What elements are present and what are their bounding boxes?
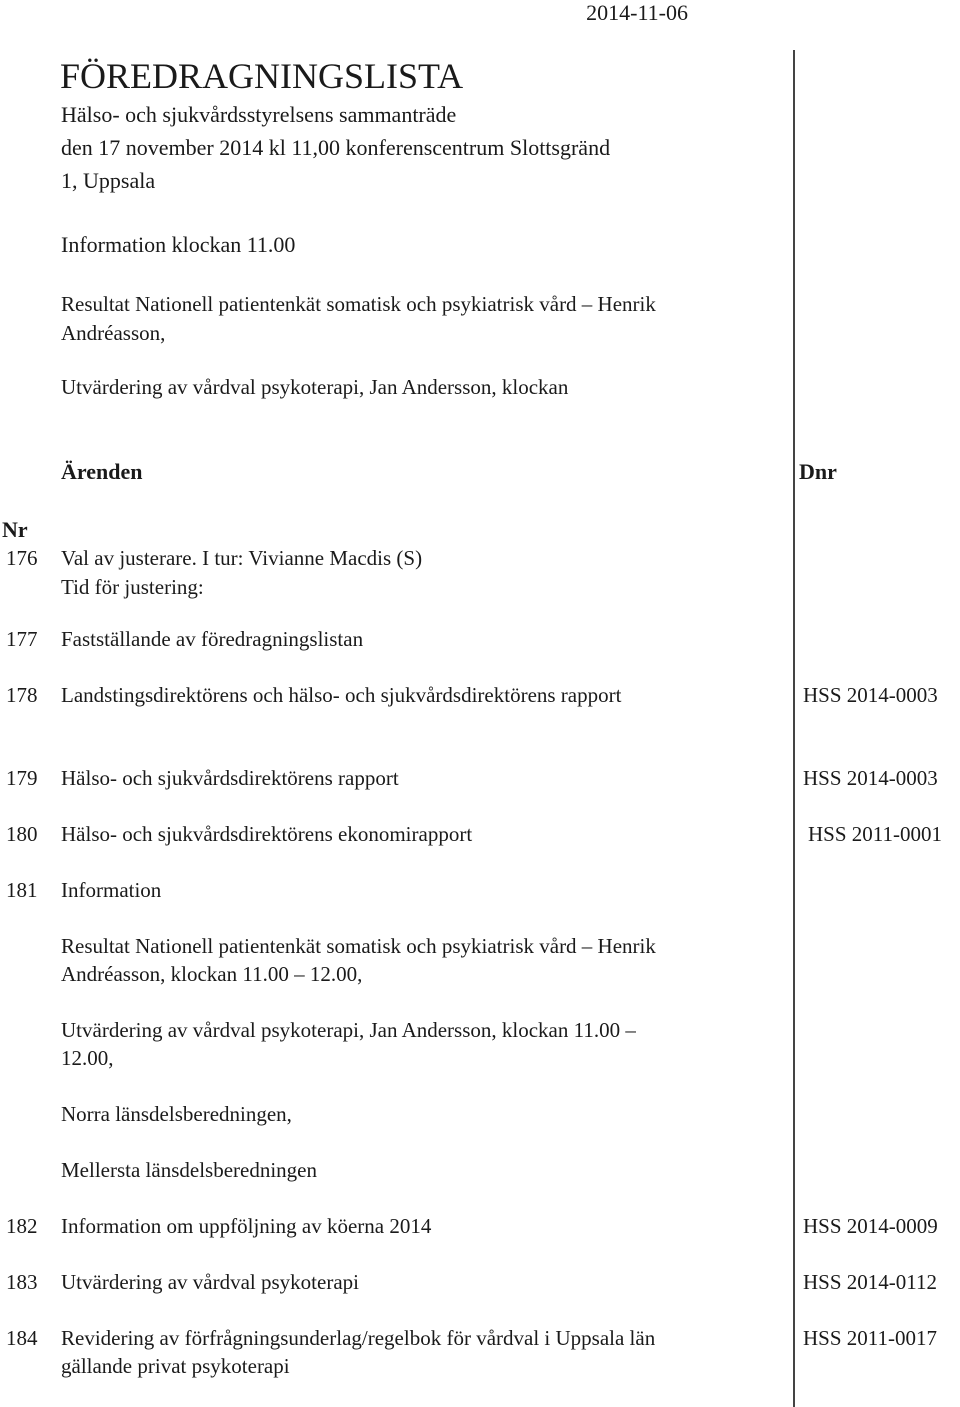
item-text-184-line-1: Revidering av förfrågningsunderlag/regelbok för vårdval i Uppsala län (61, 1326, 656, 1350)
info-item-2: Utvärdering av vårdval psykoterapi, Jan Andersson, klockan (61, 375, 569, 399)
item-text-182: Information om uppföljning av köerna 2014 (61, 1214, 432, 1238)
date: 2014-11-06 (586, 0, 688, 25)
column-header-arenden: Ärenden (61, 459, 143, 484)
item-181-sub-3: Norra länsdelsberedningen, (61, 1102, 292, 1126)
item-text-181: Information (61, 878, 162, 902)
item-nr-183: 183 (6, 1270, 38, 1294)
item-181-sub-4: Mellersta länsdelsberedningen (61, 1158, 317, 1182)
item-nr-184: 184 (6, 1326, 38, 1350)
item-text-176-line-1: Val av justerare. I tur: Vivianne Macdis (S) (61, 546, 423, 570)
item-nr-181: 181 (6, 878, 38, 902)
info-item-1-line-2: Andréasson, (61, 321, 166, 345)
item-text-184-line-2: gällande privat psykoterapi (61, 1354, 290, 1378)
info-item-1-line-1: Resultat Nationell patientenkät somatisk och psykiatrisk vård – Henrik (61, 292, 656, 316)
info-heading: Information klockan 11.00 (61, 232, 296, 257)
item-text-179: Hälso- och sjukvårdsdirektörens rapport (61, 766, 399, 790)
item-text-176-line-2: Tid för justering: (61, 575, 204, 599)
column-divider (793, 50, 795, 1407)
item-dnr-179: HSS 2014-0003 (803, 766, 938, 790)
item-dnr-183: HSS 2014-0112 (803, 1270, 937, 1294)
item-nr-182: 182 (6, 1214, 38, 1238)
column-header-dnr: Dnr (799, 459, 837, 484)
item-181-sub-2-line-1: Utvärdering av vårdval psykoterapi, Jan Andersson, klockan 11.00 – (61, 1018, 636, 1042)
item-text-183: Utvärdering av vårdval psykoterapi (61, 1270, 359, 1294)
meeting-line-2: den 17 november 2014 kl 11,00 konferenscentrum Slottsgränd (61, 135, 611, 160)
item-dnr-180: HSS 2011-0001 (808, 822, 942, 846)
item-dnr-178: HSS 2014-0003 (803, 683, 938, 707)
item-text-178: Landstingsdirektörens och hälso- och sjukvårdsdirektörens rapport (61, 683, 622, 707)
item-dnr-184: HSS 2011-0017 (803, 1326, 937, 1350)
item-181-sub-1-line-2: Andréasson, klockan 11.00 – 12.00, (61, 962, 363, 986)
item-181-sub-1-line-1: Resultat Nationell patientenkät somatisk och psykiatrisk vård – Henrik (61, 934, 656, 958)
meeting-line-1: Hälso- och sjukvårdsstyrelsens sammanträde (61, 102, 457, 127)
item-nr-177: 177 (6, 627, 38, 651)
item-nr-178: 178 (6, 683, 38, 707)
item-text-180: Hälso- och sjukvårdsdirektörens ekonomirapport (61, 822, 473, 846)
item-181-sub-2-line-2: 12.00, (61, 1046, 114, 1070)
item-nr-180: 180 (6, 822, 38, 846)
item-text-177: Fastställande av föredragningslistan (61, 627, 364, 651)
page-title: FÖREDRAGNINGSLISTA (60, 56, 464, 96)
item-nr-179: 179 (6, 766, 38, 790)
item-nr-176: 176 (6, 546, 38, 570)
column-header-nr: Nr (2, 517, 28, 542)
item-dnr-182: HSS 2014-0009 (803, 1214, 938, 1238)
meeting-line-3: 1, Uppsala (61, 168, 156, 193)
